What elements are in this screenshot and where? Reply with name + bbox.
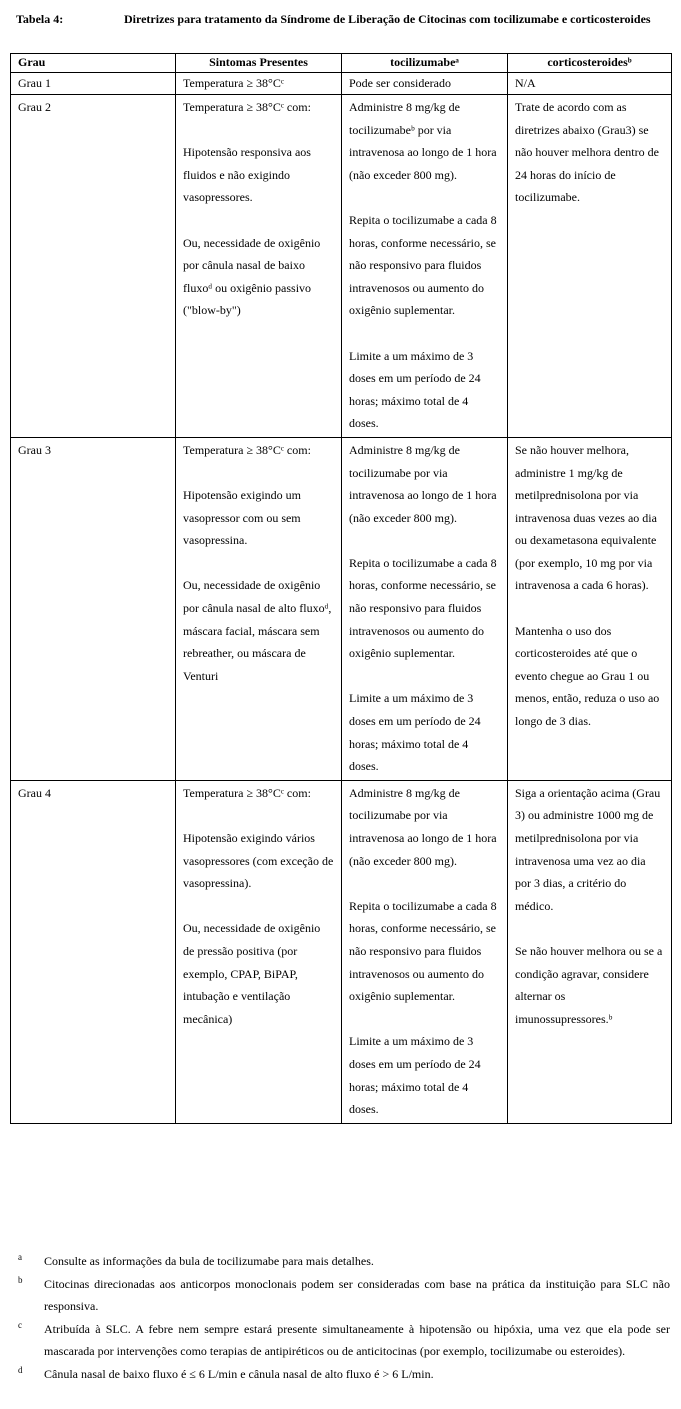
footnote-text: Atribuída à SLC. A febre nem sempre estará presente simultaneamente à hipotensão ou hipóxia, uma vez que ela pode ser mascarada por intervenções como terapias de antipiréticos ou de anticitocinas (por exemplo, tocilizumabe ou esteroides). (44, 1321, 670, 1359)
cell-text: Temperatura ≥ 38°Cᶜ com: (183, 100, 311, 114)
symptoms-cell (176, 437, 342, 780)
footnote (18, 1363, 670, 1386)
corticosteroids-cell (508, 437, 672, 780)
cell-text: Limite a um máximo de 3 doses em um período de 24 horas; máximo total de 4 doses. (349, 691, 481, 774)
cell-text: Administre 8 mg/kg de tocilizumabe por via intravenosa ao longo de 1 hora (não exceder 800 mg). (349, 785, 497, 868)
corticosteroids-cell (508, 780, 672, 1123)
cell-text: Trate de acordo com as diretrizes abaixo (Grau3) se não houver melhora dentro de 24 horas do início de tocilizumabe. (515, 100, 659, 205)
symptoms-cell (176, 95, 342, 438)
cell-text: Repita o tocilizumabe a cada 8 horas, conforme necessário, se não responsivo para fluidos intravenosos ou aumento do oxigênio suplementar. (349, 555, 497, 661)
footnote-mark: a (18, 1252, 22, 1262)
corticosteroids-cell (508, 73, 672, 95)
cell-text: Repita o tocilizumabe a cada 8 horas, conforme necessário, se não responsivo para fluidos intravenosos ou aumento do oxigênio suplementar. (349, 212, 497, 318)
header-symptoms: Sintomas Presentes (176, 54, 342, 73)
caption-label: Tabela 4: (16, 12, 64, 26)
cell-text: Se não houver melhora, administre 1 mg/kg de metilprednisolona por via intravenosa duas vezes ao dia ou dexametasona equivalente (por exemplo, 10 mg por via intravenosa a cada 6 horas). (515, 442, 657, 593)
grade-cell: Grau 4 (11, 780, 176, 1123)
cell-text: Ou, necessidade de oxigênio por cânula nasal de baixo fluxoᵈ ou oxigênio passivo ("blow-by") (183, 235, 321, 318)
grade-cell: Grau 1 (11, 73, 176, 95)
cell-text: Temperatura ≥ 38°Cᶜ com: (183, 442, 311, 457)
footnote (18, 1250, 670, 1273)
cell-text: N/A (515, 76, 536, 90)
cell-text: Se não houver melhora ou se a condição agravar, considere alternar os imunossupressores.ᵇ (515, 943, 663, 1026)
table-row (11, 95, 672, 438)
cell-text: Temperatura ≥ 38°Cᶜ com: (183, 785, 311, 800)
cell-text: Hipotensão responsiva aos fluidos e não exigindo vasopressores. (183, 145, 311, 205)
symptoms-cell (176, 73, 342, 95)
grade-cell: Grau 3 (11, 437, 176, 780)
header-corticosteroids: corticosteroidesᵇ (508, 54, 672, 73)
cell-text: Siga a orientação acima (Grau 3) ou administre 1000 mg de metilprednisolona por via intravenosa uma vez ao dia por 3 dias, a critério do médico. (515, 785, 661, 913)
cell-text: Repita o tocilizumabe a cada 8 horas, conforme necessário, se não responsivo para fluidos intravenosos ou aumento do oxigênio suplementar. (349, 898, 497, 1004)
cell-text: Hipotensão exigindo um vasopressor com ou sem vasopressina. (183, 488, 301, 548)
footnote-mark: d (18, 1364, 23, 1375)
cell-text: Administre 8 mg/kg de tocilizumabe por via intravenosa ao longo de 1 hora (não exceder 800 mg). (349, 442, 497, 525)
footnote (18, 1318, 670, 1363)
cell-text: Pode ser considerado (349, 76, 451, 90)
table-row (11, 437, 672, 780)
footnotes (18, 1250, 670, 1386)
footnote (18, 1273, 670, 1318)
footnote-text: Consulte as informações da bula de tocilizumabe para mais detalhes. (44, 1254, 374, 1268)
grade-cell: Grau 2 (11, 95, 176, 438)
footnote-mark: c (18, 1319, 22, 1330)
cell-text: Temperatura ≥ 38°Cᶜ (183, 76, 284, 90)
cell-text: Mantenha o uso dos corticosteroides até que o evento chegue ao Grau 1 ou menos, então, reduza o uso ao longo de 3 dias. (515, 623, 660, 729)
footnote-text: Cânula nasal de baixo fluxo é ≤ 6 L/min e cânula nasal de alto fluxo é > 6 L/min. (44, 1366, 434, 1381)
cell-text: Ou, necessidade de oxigênio por cânula nasal de alto fluxoᵈ, máscara facial, máscara sem rebreather, ou máscara de Venturi (183, 578, 332, 683)
crs-treatment-table (10, 53, 672, 1124)
table-row (11, 780, 672, 1123)
cell-text: Administre 8 mg/kg de tocilizumabeᵇ por via intravenosa ao longo de 1 hora (não exceder 800 mg). (349, 100, 497, 182)
footnote-text: Citocinas direcionadas aos anticorpos monoclonais podem ser consideradas com base na prática da instituição para SLC não responsiva. (44, 1276, 670, 1314)
corticosteroids-cell (508, 95, 672, 438)
cell-text: Ou, necessidade de oxigênio de pressão positiva (por exemplo, CPAP, BiPAP, intubação e ventilação mecânica) (183, 921, 321, 1026)
tocilizumab-cell (342, 780, 508, 1123)
symptoms-cell (176, 780, 342, 1123)
tocilizumab-cell (342, 73, 508, 95)
tocilizumab-cell (342, 437, 508, 780)
cell-text: Limite a um máximo de 3 doses em um período de 24 horas; máximo total de 4 doses. (349, 348, 481, 431)
cell-text: Limite a um máximo de 3 doses em um período de 24 horas; máximo total de 4 doses. (349, 1034, 481, 1117)
header-tocilizumab: tocilizumabeᵃ (342, 54, 508, 73)
cell-text: Hipotensão exigindo vários vasopressores (com exceção de vasopressina). (183, 831, 334, 891)
footnote-mark: b (18, 1274, 23, 1285)
tocilizumab-cell (342, 95, 508, 438)
header-grade: Grau (11, 54, 176, 73)
table-row (11, 73, 672, 95)
table-header-row (11, 54, 672, 73)
caption-title: Diretrizes para tratamento da Síndrome de Liberação de Citocinas com tocilizumabe e corticosteroides (124, 12, 651, 26)
